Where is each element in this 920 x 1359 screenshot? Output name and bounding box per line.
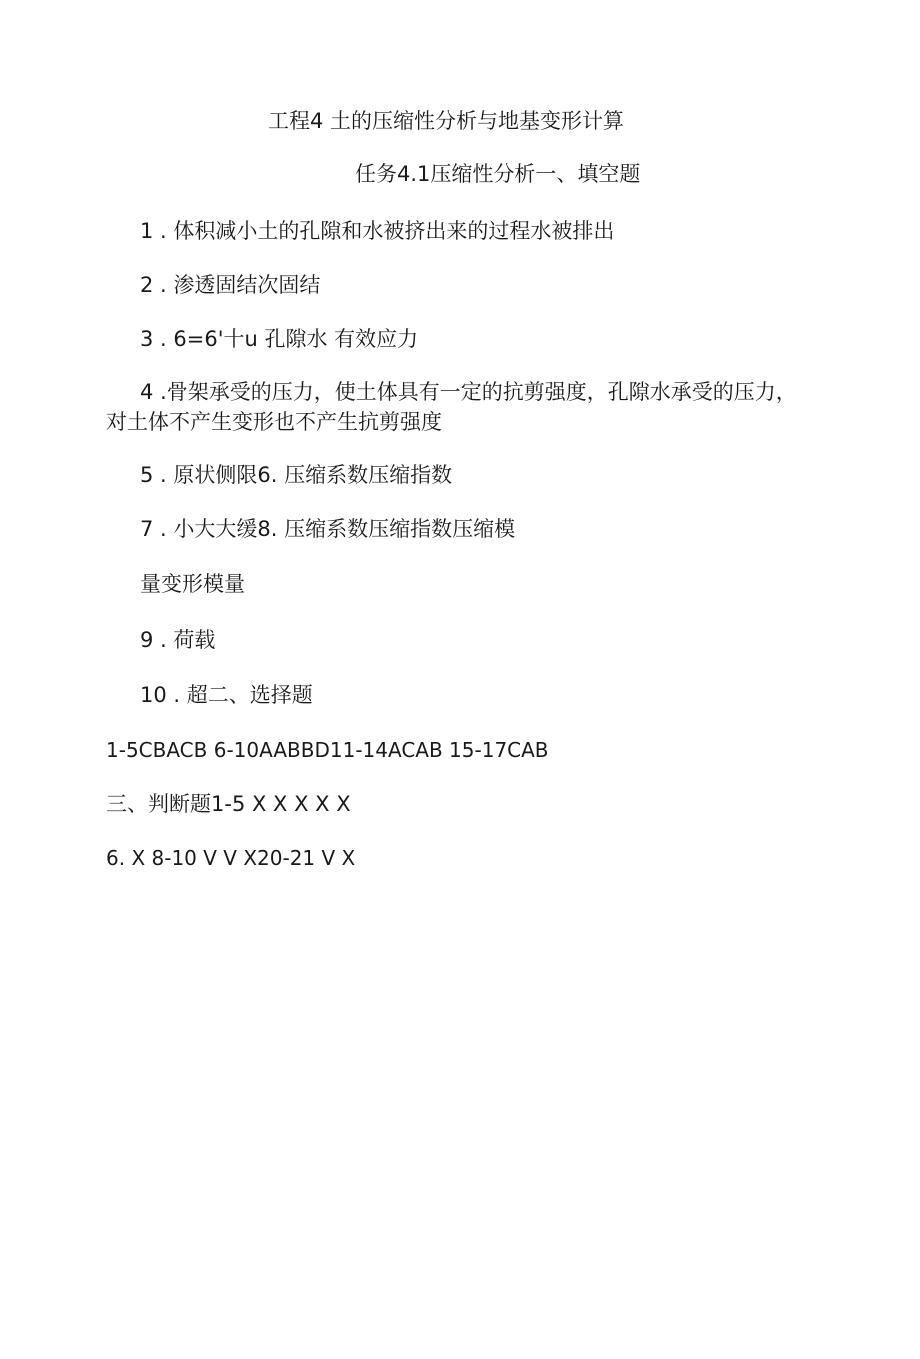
list-item: 2 . 渗透固结次固结 [140, 273, 321, 297]
list-item: 10 . 超二、选择题 [140, 683, 313, 707]
list-item: 5 . 原状侧限6. 压缩系数压缩指数 [140, 463, 453, 487]
list-item: 3 . 6=6'十u 孔隙水 有效应力 [140, 327, 419, 351]
list-item: 7 . 小大大缓8. 压缩系数压缩指数压缩模 [140, 517, 516, 541]
judge-answers-line-2: 6. X 8-10 V V X20-21 V X [106, 846, 356, 870]
document-subtitle: 任务4.1压缩性分析一、填空题 [355, 162, 641, 186]
list-item: 量变形模量 [140, 572, 245, 596]
list-item: 1 . 体积减小土的孔隙和水被挤出来的过程水被排出 [140, 219, 615, 243]
choice-answers: 1-5CBACB 6-10AABBD11-14ACAB 15-17CAB [106, 738, 549, 762]
judge-answers-line-1: 三、判断题1-5 X X X X X [106, 792, 351, 816]
list-item: 4 .骨架承受的压力，使土体具有一定的抗剪强度，孔隙水承受的压力，对土体不产生变形也不产生抗剪强度 [106, 380, 797, 434]
document-title: 工程4 土的压缩性分析与地基变形计算 [268, 109, 625, 133]
list-item: 9 . 荷载 [140, 628, 216, 652]
